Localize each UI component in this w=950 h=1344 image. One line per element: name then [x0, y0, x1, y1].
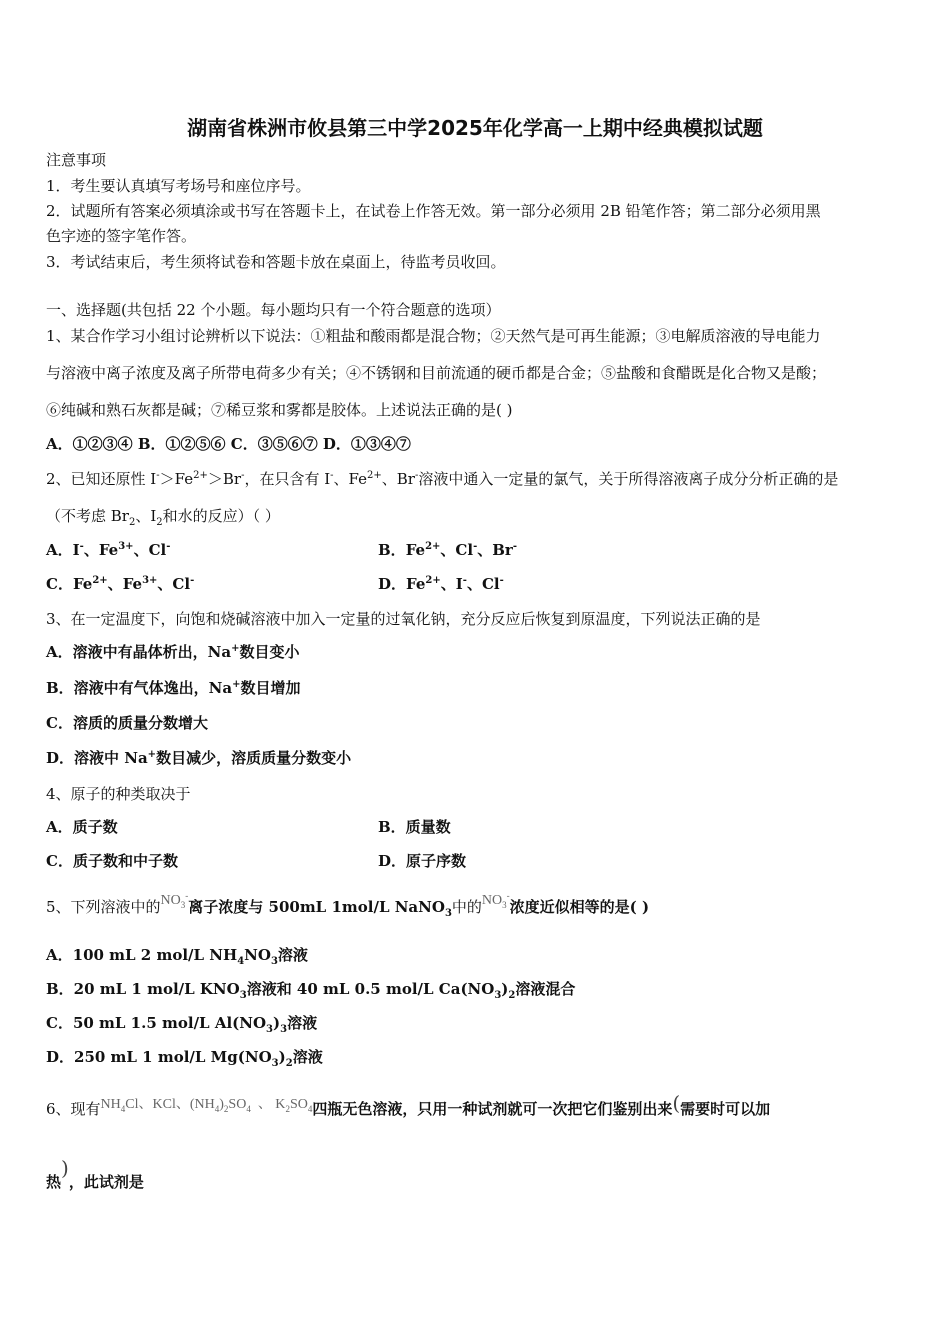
q5-nitrate-formula-2: $NO_3^-$	[481, 890, 510, 910]
q5-stem: 5、下列溶液中的$NO_3^-$离子浓度与 500mL 1mol/L NaNO$_3$中的$NO_3^-$浓度近似相等的是( )	[46, 890, 650, 919]
notice-item-1: 1．考生要认真填写考场号和座位序号。	[46, 177, 311, 195]
q6-salt-formulas: $NH_4Cl$、KCl、$(NH_4)_2SO_4$ 、 $K_2SO_4$	[100, 1097, 313, 1114]
q5-option-c: C．50 mL 1.5 mol/L $Al(NO_3)_3$溶液	[46, 1014, 318, 1035]
q4-options-row1	[46, 817, 906, 837]
q3-option-b: B．溶液中有气体逸出，Na+数目增加	[46, 679, 301, 697]
q4-option-a: A．质子数	[46, 818, 118, 836]
notice-item-3: 3．考试结束后，考生须将试卷和答题卡放在桌面上，待监考员收回。	[46, 253, 506, 271]
q6-stem-line1: 6、现有$NH_4Cl$、KCl、$(NH_4)_2SO_4$ 、 $K_2SO_4$四瓶无色溶液，只用一种试剂就可一次把它们鉴别出来(需要时可以加	[46, 1091, 771, 1118]
q4-options-row2	[46, 851, 906, 871]
q2-options-row2	[46, 574, 906, 594]
q3-stem: 3、在一定温度下，向饱和烧碱溶液中加入一定量的过氧化钠，充分反应后恢复到原温度，下列说法正确的是	[46, 610, 761, 628]
q4-option-b: B．质量数	[378, 818, 451, 836]
q2-stem-line1: 2、已知还原性 $I^->Fe^{2+}>Br^-$，在只含有 I-、$Fe^{2+}$、Br-溶液中通入一定量的氯气，关于所得溶液离子成分分析正确的是	[46, 470, 839, 488]
notice-heading: 注意事项	[46, 151, 107, 169]
page-title: 湖南省株洲市攸县第三中学2025年化学高一上期中经典模拟试题	[187, 116, 763, 140]
q2-stem-line2: （不考虑 $Br_2$、$I_2$和水的反应）（ ）	[46, 507, 280, 528]
q5-option-d: D．250 mL 1 mol/L $Mg(NO_3)_2$溶液	[46, 1048, 323, 1069]
q1-stem-line1: 1、某合作学习小组讨论辨析以下说法：①粗盐和酸雨都是混合物；②天然气是可再生能源；③电解质溶液的导电能力	[46, 327, 821, 345]
q3-option-c: C．溶质的质量分数增大	[46, 714, 208, 732]
q1-options: A．①②③④ B．①②⑤⑥ C．③⑤⑥⑦ D．①③④⑦	[46, 435, 411, 453]
q5-option-b: B．20 mL 1 mol/L $KNO_3$溶液和 40 mL 0.5 mol/L $Ca(NO_3)_2$溶液混合	[46, 980, 576, 1001]
q2-options-row1	[46, 540, 906, 560]
q2-option-a: A．I-、$Fe^{3+}$、Cl-	[46, 541, 171, 559]
q4-option-d: D．原子序数	[378, 852, 467, 870]
q5-nitrate-formula-1: $NO_3^-$	[160, 890, 189, 910]
q3-option-d: D．溶液中 Na+数目减少，溶质质量分数变小	[46, 749, 352, 767]
q2-option-b: B．$Fe^{2+}$、Cl-、Br-	[378, 541, 517, 559]
q2-option-c: C．$Fe^{2+}$、$Fe^{3+}$、Cl-	[46, 575, 195, 593]
q3-option-a: A．溶液中有晶体析出，Na+数目变小	[46, 643, 300, 661]
q4-stem: 4、原子的种类取决于	[46, 785, 191, 803]
q1-stem-line2: 与溶液中离子浓度及离子所带电荷多少有关；④不锈钢和目前流通的硬币都是合金；⑤盐酸和食醋既是化合物又是酸；	[46, 364, 827, 382]
q4-option-c: C．质子数和中子数	[46, 852, 178, 870]
q2-option-d: D．$Fe^{2+}$、I-、Cl-	[378, 575, 504, 593]
q6-stem-line2: 热)，此试剂是	[46, 1156, 144, 1191]
notice-item-2-cont: 色字迹的签字笔作答。	[46, 227, 197, 245]
section-heading: 一、选择题(共包括 22 个小题。每小题均只有一个符合题意的选项）	[46, 301, 501, 319]
q1-stem-line3: ⑥纯碱和熟石灰都是碱；⑦稀豆浆和雾都是胶体。上述说法正确的是( )	[46, 401, 513, 419]
notice-item-2: 2．试题所有答案必须填涂或书写在答题卡上，在试卷上作答无效。第一部分必须用 2B 铅笔作答；第二部分必须用黑	[46, 202, 821, 220]
q5-option-a: A．100 mL 2 mol/L $NH_4NO_3$溶液	[46, 946, 308, 967]
